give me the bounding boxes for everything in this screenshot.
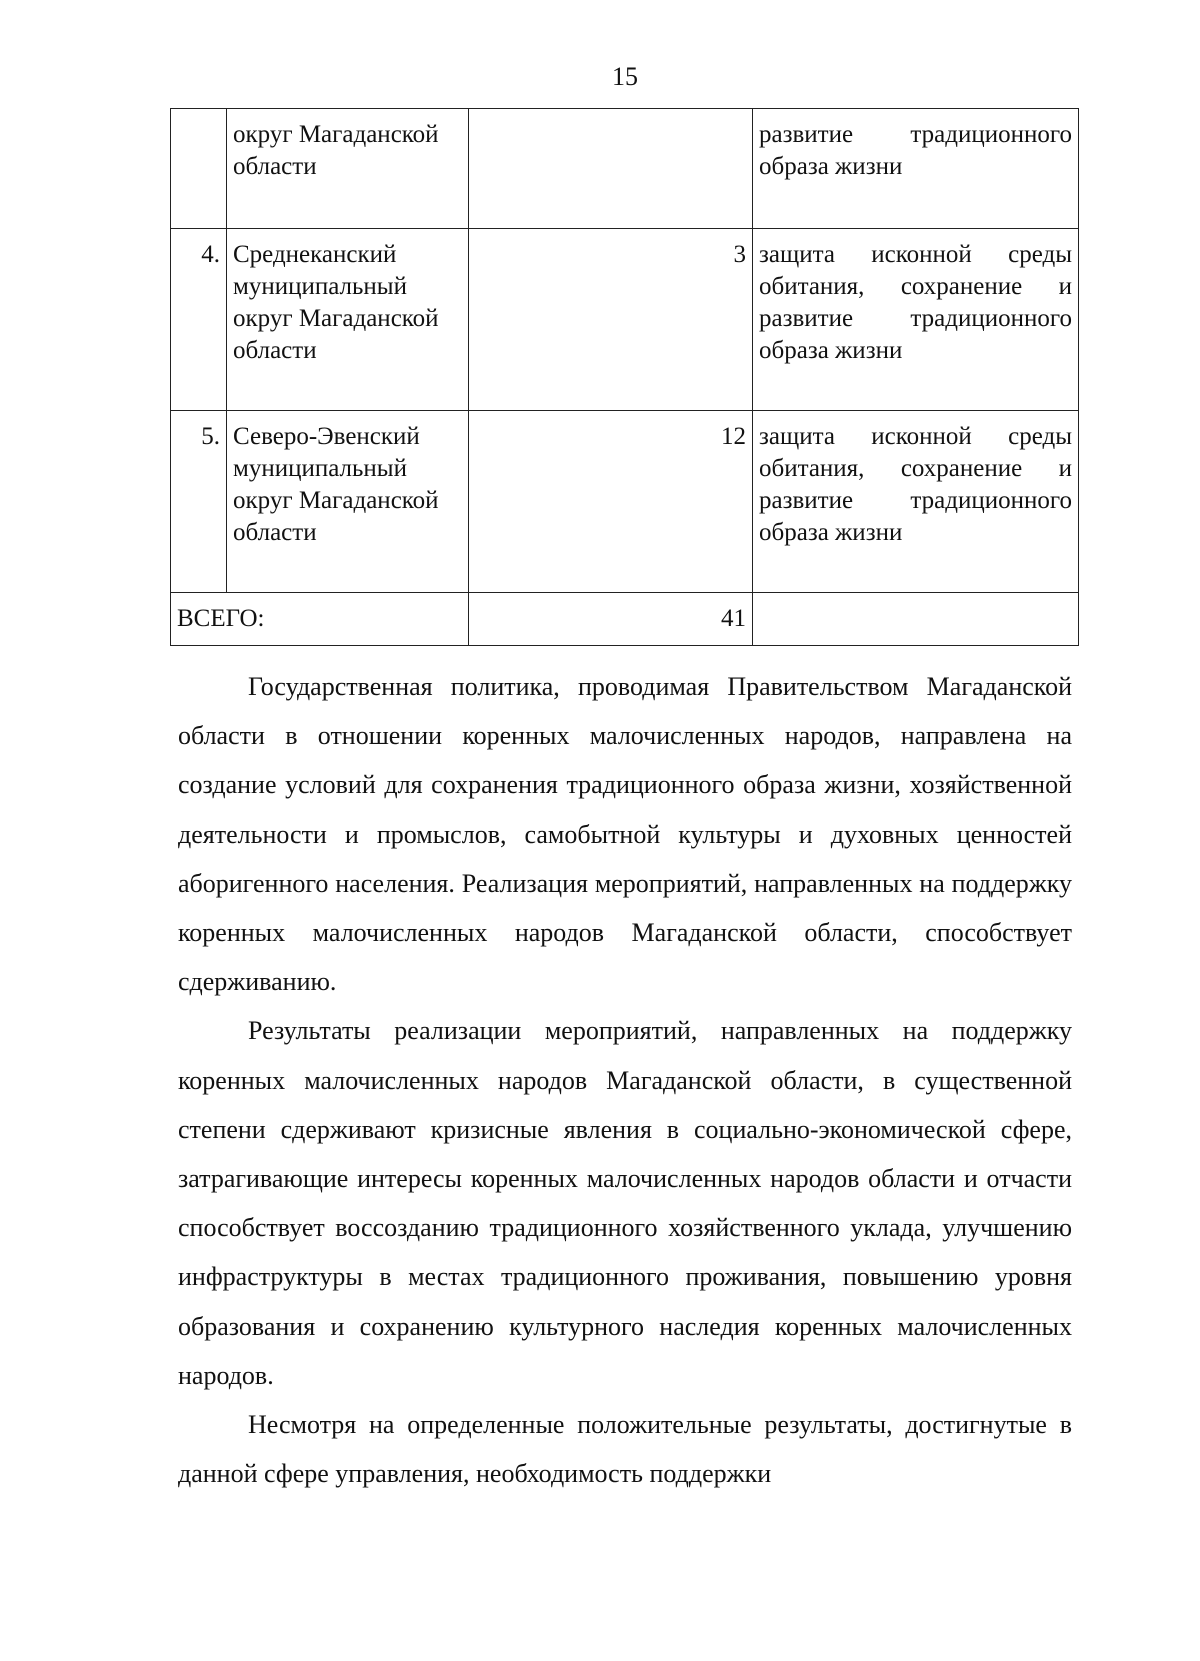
- table-row: [171, 229, 1079, 411]
- row-number-cell: [171, 109, 227, 229]
- district-name-cell: Северо-Эвенский муниципальный округ Магаданской области: [227, 411, 469, 593]
- purpose-cell: защита исконной среды обитания, сохранение и развитие традиционного образа жизни: [753, 411, 1079, 593]
- page-number: 15: [612, 62, 638, 91]
- paragraph: Несмотря на определенные положительные результаты, достигнутые в данной сфере управления, необходимость поддержки: [178, 1410, 1072, 1489]
- municipal-districts-table: [170, 108, 1079, 646]
- paragraph: Государственная политика, проводимая Правительством Магаданской области в отношении коренных малочисленных народов, направлена на создание условий для сохранения традиционного образа жизни, хозяйственной деятельности и промыслов, самобытной культуры и духовных ценностей аборигенного населения. Реализация мероприятий, направленных на поддержку коренных малочисленных народов Магаданской области, способствует сдерживанию.: [178, 672, 1072, 997]
- row-number-cell: 5.: [171, 411, 227, 593]
- total-count-cell: 41: [469, 593, 753, 646]
- table-row: [171, 109, 1079, 229]
- body-text: [178, 662, 1072, 1498]
- purpose-cell: развитие традиционного образа жизни: [753, 109, 1079, 229]
- table-total-row: [171, 593, 1079, 646]
- total-label-cell: ВСЕГО:: [171, 593, 469, 646]
- district-name-cell: округ Магаданской области: [227, 109, 469, 229]
- district-name-cell: Среднеканский муниципальный округ Магаданской области: [227, 229, 469, 411]
- total-purpose-cell: [753, 593, 1079, 646]
- row-number-cell: 4.: [171, 229, 227, 411]
- paragraph: Результаты реализации мероприятий, направленных на поддержку коренных малочисленных народов Магаданской области, в существенной степени сдерживают кризисные явления в социально-экономической сфере, затрагивающие интересы коренных малочисленных народов области и отчасти способствует воссозданию традиционного хозяйственного уклада, улучшению инфраструктуры в местах традиционного проживания, повышению уровня образования и сохранению культурного наследия коренных малочисленных народов.: [178, 1016, 1072, 1390]
- count-cell: 12: [469, 411, 753, 593]
- table-row: [171, 411, 1079, 593]
- purpose-cell: защита исконной среды обитания, сохранение и развитие традиционного образа жизни: [753, 229, 1079, 411]
- count-cell: [469, 109, 753, 229]
- count-cell: 3: [469, 229, 753, 411]
